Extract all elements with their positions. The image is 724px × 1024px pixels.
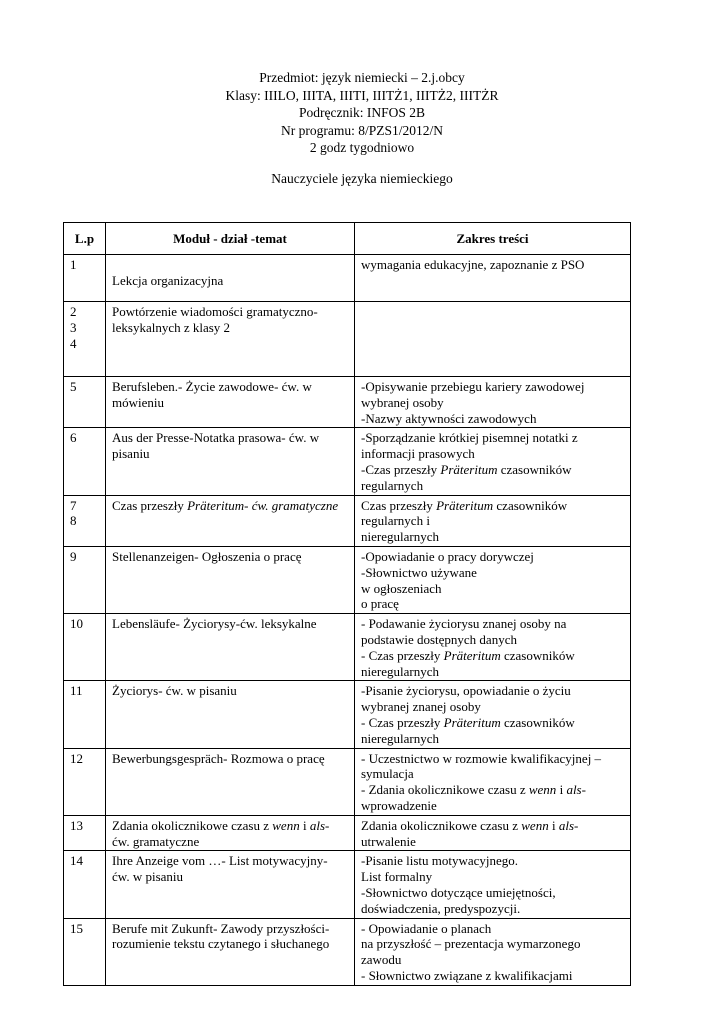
topic-line bbox=[112, 379, 349, 395]
text-segment: -Czas przeszły bbox=[361, 461, 441, 477]
text-segment: leksykalnych z klasy 2 bbox=[112, 319, 231, 335]
row-number-cell bbox=[64, 681, 106, 748]
row-number: 14 bbox=[70, 853, 83, 869]
row-number: 9 bbox=[70, 548, 77, 564]
content-line bbox=[361, 921, 625, 937]
topic-cell bbox=[106, 851, 355, 918]
topic-line bbox=[112, 921, 349, 937]
table-row bbox=[64, 748, 631, 815]
row-number-cell bbox=[64, 302, 106, 377]
row-number: 5 bbox=[70, 379, 77, 394]
topic-cell bbox=[106, 815, 355, 851]
text-segment: - Słownictwo związane z kwalifikacjami bbox=[361, 967, 573, 983]
row-number-cell bbox=[64, 428, 106, 495]
table-row bbox=[64, 681, 631, 748]
content-line bbox=[361, 549, 625, 565]
table-row bbox=[64, 255, 631, 302]
topic-cell bbox=[106, 495, 355, 546]
content-line bbox=[361, 901, 625, 917]
content-line bbox=[361, 834, 625, 850]
topic-cell bbox=[106, 428, 355, 495]
content-line bbox=[361, 853, 625, 869]
text-segment: nieregularnych bbox=[361, 730, 439, 746]
row-number-cell bbox=[64, 377, 106, 428]
content-line bbox=[361, 616, 625, 632]
content-cell bbox=[355, 302, 631, 377]
row-number-cell bbox=[64, 851, 106, 918]
table-row bbox=[64, 918, 631, 985]
content-cell bbox=[355, 377, 631, 428]
topic-line bbox=[112, 853, 349, 869]
content-line bbox=[361, 699, 625, 715]
text-segment: - Zdania okolicznikowe czasu z bbox=[361, 782, 529, 798]
content-line bbox=[361, 529, 625, 545]
text-segment: -Nazwy aktywności zawodowych bbox=[361, 410, 537, 426]
text-segment: - Czas przeszły bbox=[361, 647, 444, 663]
text-segment: Ihre Anzeige vom …- List motywacyjny- bbox=[112, 853, 328, 869]
text-segment: utrwalenie bbox=[361, 833, 416, 849]
text-segment: -Pisanie życiorysu, opowiadanie o życiu bbox=[361, 683, 571, 699]
content-line bbox=[361, 782, 625, 798]
table-row bbox=[64, 546, 631, 613]
topic-line bbox=[112, 273, 349, 289]
topic-cell bbox=[106, 614, 355, 681]
table-row bbox=[64, 428, 631, 495]
content-line bbox=[361, 596, 625, 612]
column-header-topic: Moduł - dział -temat bbox=[106, 223, 355, 255]
text-segment: Czas przeszły bbox=[361, 497, 437, 513]
row-number: 2 bbox=[70, 304, 77, 319]
text-segment: Życiorys- ćw. w pisaniu bbox=[112, 683, 237, 699]
topic-cell bbox=[106, 302, 355, 377]
italic-term: wenn bbox=[521, 817, 549, 833]
text-segment: na przyszłość – prezentacja wymarzonego bbox=[361, 936, 581, 952]
row-number: 10 bbox=[70, 616, 83, 632]
content-line bbox=[361, 751, 625, 767]
teachers-line: Nauczyciele języka niemieckiego bbox=[271, 171, 453, 186]
row-number: 4 bbox=[70, 335, 77, 351]
topic-line bbox=[112, 936, 349, 952]
row-number-cell bbox=[64, 546, 106, 613]
table-row bbox=[64, 815, 631, 851]
text-segment: Aus der Presse-Notatka prasowa- ćw. w bbox=[112, 430, 320, 446]
text-segment: Czas przeszły bbox=[112, 497, 188, 513]
text-segment: i bbox=[299, 817, 310, 833]
topic-line bbox=[112, 430, 349, 446]
hours-line: 2 godz tygodniowo bbox=[309, 140, 415, 155]
italic-term: wenn bbox=[528, 782, 557, 798]
topic-line bbox=[112, 446, 349, 462]
content-cell bbox=[355, 428, 631, 495]
italic-term: als- bbox=[566, 782, 586, 798]
content-line bbox=[361, 968, 625, 984]
row-number: 1 bbox=[70, 257, 77, 272]
content-cell bbox=[355, 546, 631, 613]
text-segment: - Czas przeszły bbox=[361, 714, 444, 730]
text-segment: -Słownictwo dotyczące umiejętności, bbox=[361, 884, 556, 900]
content-line bbox=[361, 395, 625, 411]
row-number: 15 bbox=[70, 920, 83, 936]
italic-term: Präteritum bbox=[440, 461, 498, 477]
text-segment: regularnych i bbox=[361, 513, 430, 529]
content-line bbox=[361, 818, 625, 834]
content-line bbox=[361, 430, 625, 446]
program-line: Nr programu: 8/PZS1/2012/N bbox=[281, 122, 443, 138]
document-header bbox=[0, 69, 724, 157]
text-segment: symulacja bbox=[361, 766, 414, 782]
text-segment: informacji prasowych bbox=[361, 446, 475, 462]
text-segment: i bbox=[548, 817, 559, 833]
topic-cell bbox=[106, 918, 355, 985]
text-segment: -Sporządzanie krótkiej pisemnej notatki z bbox=[361, 430, 578, 446]
row-number-cell bbox=[64, 815, 106, 851]
text-segment: i bbox=[556, 782, 567, 798]
content-line bbox=[361, 478, 625, 494]
row-number: 7 bbox=[70, 497, 77, 513]
row-number: 13 bbox=[70, 817, 83, 833]
row-number: 3 bbox=[70, 319, 77, 335]
text-segment: rozumienie tekstu czytanego i słuchanego bbox=[112, 936, 330, 952]
text-segment: Lebensläufe- Życiorysy-ćw. leksykalne bbox=[112, 616, 317, 632]
text-segment: czasowników bbox=[497, 461, 572, 477]
text-segment: wybranej osoby bbox=[361, 394, 444, 410]
text-segment: ćw. gramatyczne bbox=[112, 833, 200, 849]
topic-line bbox=[112, 683, 349, 699]
topic-line bbox=[112, 751, 349, 767]
text-segment: Zdania okolicznikowe czasu z bbox=[112, 817, 273, 833]
content-line bbox=[361, 411, 625, 427]
table-row bbox=[64, 377, 631, 428]
text-segment: - Podawanie życiorysu znanej osoby na bbox=[361, 616, 567, 632]
italic-term: Präteritum- ćw. gramatyczne bbox=[187, 497, 339, 513]
text-segment: Powtórzenie wiadomości gramatyczno- bbox=[112, 304, 318, 319]
row-number-cell bbox=[64, 495, 106, 546]
subject-line: Przedmiot: język niemiecki – 2.j.obcy bbox=[259, 70, 465, 85]
italic-term: Präteritum bbox=[443, 714, 501, 730]
text-segment: czasowników bbox=[500, 647, 575, 663]
italic-term: als- bbox=[309, 817, 330, 833]
content-line bbox=[361, 648, 625, 664]
text-segment: wybranej znanej osoby bbox=[361, 699, 481, 715]
text-segment: nieregularnych bbox=[361, 529, 439, 545]
text-segment: Stellenanzeigen- Ogłoszenia o pracę bbox=[112, 548, 302, 564]
italic-term: wenn bbox=[272, 817, 300, 833]
text-segment: Lekcja organizacyjna bbox=[112, 272, 224, 288]
topic-line bbox=[112, 869, 349, 885]
content-line bbox=[361, 869, 625, 885]
table-row bbox=[64, 851, 631, 918]
topic-cell bbox=[106, 748, 355, 815]
textbook-line: Podręcznik: INFOS 2B bbox=[299, 105, 425, 120]
topic-cell bbox=[106, 377, 355, 428]
syllabus-table bbox=[63, 222, 631, 986]
table-row bbox=[64, 495, 631, 546]
text-segment: Zdania okolicznikowe czasu z bbox=[361, 817, 522, 833]
content-line bbox=[361, 446, 625, 462]
topic-line bbox=[112, 257, 349, 273]
content-line bbox=[361, 885, 625, 901]
classes-line: Klasy: IIILO, IIITA, IIITI, IIITŻ1, IIITŻ2, IIITŻR bbox=[225, 87, 499, 103]
topic-line bbox=[112, 395, 349, 411]
topic-line bbox=[112, 549, 349, 565]
content-line bbox=[361, 664, 625, 680]
topic-line bbox=[112, 616, 349, 632]
text-segment: doświadczenia, predyspozycji. bbox=[361, 900, 521, 916]
content-line bbox=[361, 715, 625, 731]
content-cell bbox=[355, 255, 631, 302]
content-line bbox=[361, 683, 625, 699]
topic-line bbox=[112, 320, 349, 336]
content-line bbox=[361, 798, 625, 814]
content-cell bbox=[355, 851, 631, 918]
italic-term: als- bbox=[558, 817, 579, 833]
topic-cell bbox=[106, 546, 355, 613]
content-line bbox=[361, 498, 625, 514]
content-line bbox=[361, 462, 625, 478]
text-segment: zawodu bbox=[361, 952, 402, 968]
content-line bbox=[361, 379, 625, 395]
topic-line bbox=[112, 498, 349, 514]
text-segment: podstawie dostępnych danych bbox=[361, 631, 517, 647]
text-segment: pisaniu bbox=[112, 446, 150, 462]
text-segment: o pracę bbox=[361, 596, 399, 612]
content-line bbox=[361, 936, 625, 952]
text-segment: Bewerbungsgespräch- Rozmowa o pracę bbox=[112, 750, 325, 766]
text-segment: czasowników bbox=[500, 714, 575, 730]
content-line bbox=[361, 565, 625, 581]
topic-line bbox=[112, 834, 349, 850]
content-cell bbox=[355, 815, 631, 851]
table-row bbox=[64, 614, 631, 681]
text-segment: Berufe mit Zukunft- Zawody przyszłości- bbox=[112, 920, 330, 936]
italic-term: Präteritum bbox=[436, 497, 494, 513]
row-number-cell bbox=[64, 748, 106, 815]
content-cell bbox=[355, 681, 631, 748]
column-header-lp: L.p bbox=[64, 223, 106, 255]
topic-line bbox=[112, 304, 349, 320]
text-segment: mówieniu bbox=[112, 394, 164, 410]
content-line bbox=[361, 731, 625, 747]
row-number: 11 bbox=[70, 683, 83, 699]
text-segment: List formalny bbox=[361, 869, 433, 885]
text-segment: nieregularnych bbox=[361, 663, 439, 679]
text-segment: wprowadzenie bbox=[361, 797, 437, 813]
content-line bbox=[361, 766, 625, 782]
row-number-cell bbox=[64, 255, 106, 302]
content-cell bbox=[355, 614, 631, 681]
column-header-content: Zakres treści bbox=[355, 223, 631, 255]
table-body bbox=[64, 255, 631, 986]
italic-term: Präteritum bbox=[443, 647, 501, 663]
topic-line bbox=[112, 818, 349, 834]
content-cell bbox=[355, 918, 631, 985]
content-line bbox=[361, 257, 625, 273]
row-number-cell bbox=[64, 614, 106, 681]
table-row bbox=[64, 302, 631, 377]
content-cell bbox=[355, 748, 631, 815]
content-line bbox=[361, 632, 625, 648]
content-line bbox=[361, 581, 625, 597]
text-segment: -Opisywanie przebiegu kariery zawodowej bbox=[361, 379, 585, 394]
table-header-row bbox=[64, 223, 631, 255]
text-segment: - Opowiadanie o planach bbox=[361, 920, 492, 936]
text-segment: -Opowiadanie o pracy dorywczej bbox=[361, 548, 534, 564]
text-segment: -Słownictwo używane bbox=[361, 564, 477, 580]
row-number: 6 bbox=[70, 430, 77, 446]
text-segment: regularnych bbox=[361, 477, 424, 493]
topic-cell bbox=[106, 681, 355, 748]
text-segment: - Uczestnictwo w rozmowie kwalifikacyjnej – bbox=[361, 750, 602, 766]
row-number: 8 bbox=[70, 513, 77, 529]
text-segment: ćw. w pisaniu bbox=[112, 869, 184, 885]
row-number: 12 bbox=[70, 750, 83, 766]
text-segment: wymagania edukacyjne, zapoznanie z PSO bbox=[361, 257, 585, 272]
text-segment: w ogłoszeniach bbox=[361, 580, 442, 596]
row-number-cell bbox=[64, 918, 106, 985]
text-segment: Berufsleben.- Życie zawodowe- ćw. w bbox=[112, 379, 312, 394]
content-line bbox=[361, 513, 625, 529]
topic-cell bbox=[106, 255, 355, 302]
text-segment: czasowników bbox=[493, 497, 568, 513]
content-cell bbox=[355, 495, 631, 546]
text-segment: -Pisanie listu motywacyjnego. bbox=[361, 853, 519, 869]
content-line bbox=[361, 952, 625, 968]
